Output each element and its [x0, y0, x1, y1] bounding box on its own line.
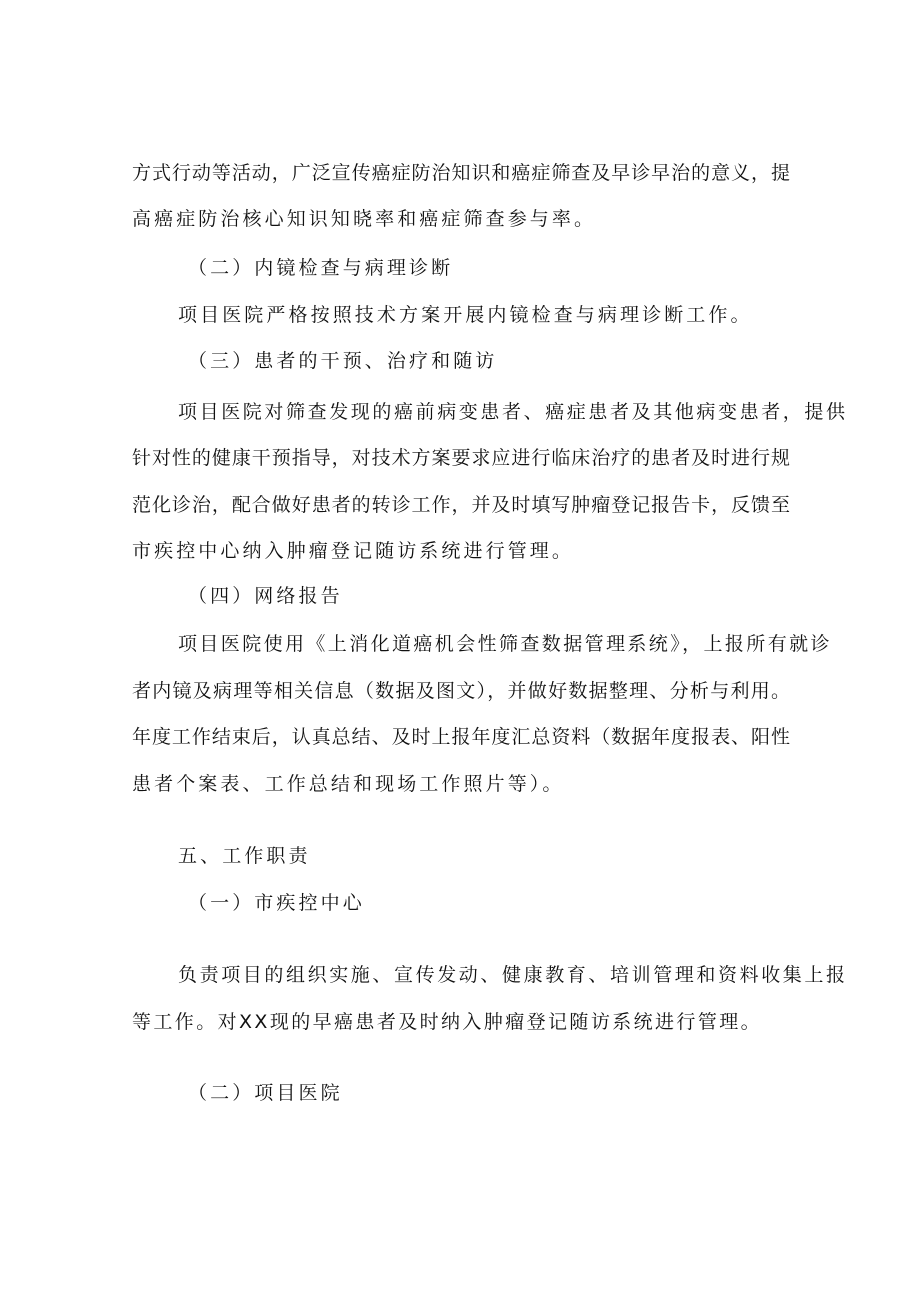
paragraph-line: 患者个案表、工作总结和现场工作照片等）。 — [132, 773, 565, 795]
paragraph-line: 者内镜及病理等相关信息（数据及图文），并做好数据整理、分析与利用。 — [132, 680, 790, 702]
subheading-patients: （三）患者的干预、治疗和随访 — [188, 350, 498, 372]
section-heading-5: 五、工作职责 — [178, 845, 311, 867]
subheading-hospital: （二）项目医院 — [188, 1082, 343, 1104]
subheading-cdc: （一）市疾控中心 — [188, 892, 365, 914]
paragraph-line: 针对性的健康干预指导，对技术方案要求应进行临床治疗的患者及时进行规 — [132, 447, 790, 469]
paragraph-line: 项目医院严格按照技术方案开展内镜检查与病理诊断工作。 — [178, 304, 753, 326]
subheading-network: （四）网络报告 — [188, 585, 343, 607]
subheading-endoscopy: （二）内镜检查与病理诊断 — [188, 257, 454, 279]
paragraph-line: 等工作。对XX现的早癌患者及时纳入肿瘤登记随访系统进行管理。 — [132, 1011, 763, 1033]
paragraph-line: 负责项目的组织实施、宣传发动、健康教育、培训管理和资料收集上报 — [178, 964, 848, 986]
paragraph-line: 方式行动等活动，广泛宣传癌症防治知识和癌症筛查及早诊早治的意义，提 — [132, 162, 790, 184]
paragraph-line: 范化诊治，配合做好患者的转诊工作，并及时填写肿瘤登记报告卡，反馈至 — [132, 494, 790, 516]
paragraph-line: 项目医院对筛查发现的癌前病变患者、癌症患者及其他病变患者，提供 — [178, 401, 848, 423]
paragraph-line: 年度工作结束后，认真总结、及时上报年度汇总资料（数据年度报表、阳性 — [132, 726, 790, 748]
paragraph-line: 市疾控中心纳入肿瘤登记随访系统进行管理。 — [132, 540, 575, 562]
paragraph-line: 高癌症防治核心知识知晓率和癌症筛查参与率。 — [132, 208, 597, 230]
paragraph-line: 项目医院使用《上消化道癌机会性筛查数据管理系统》，上报所有就诊 — [178, 633, 832, 655]
